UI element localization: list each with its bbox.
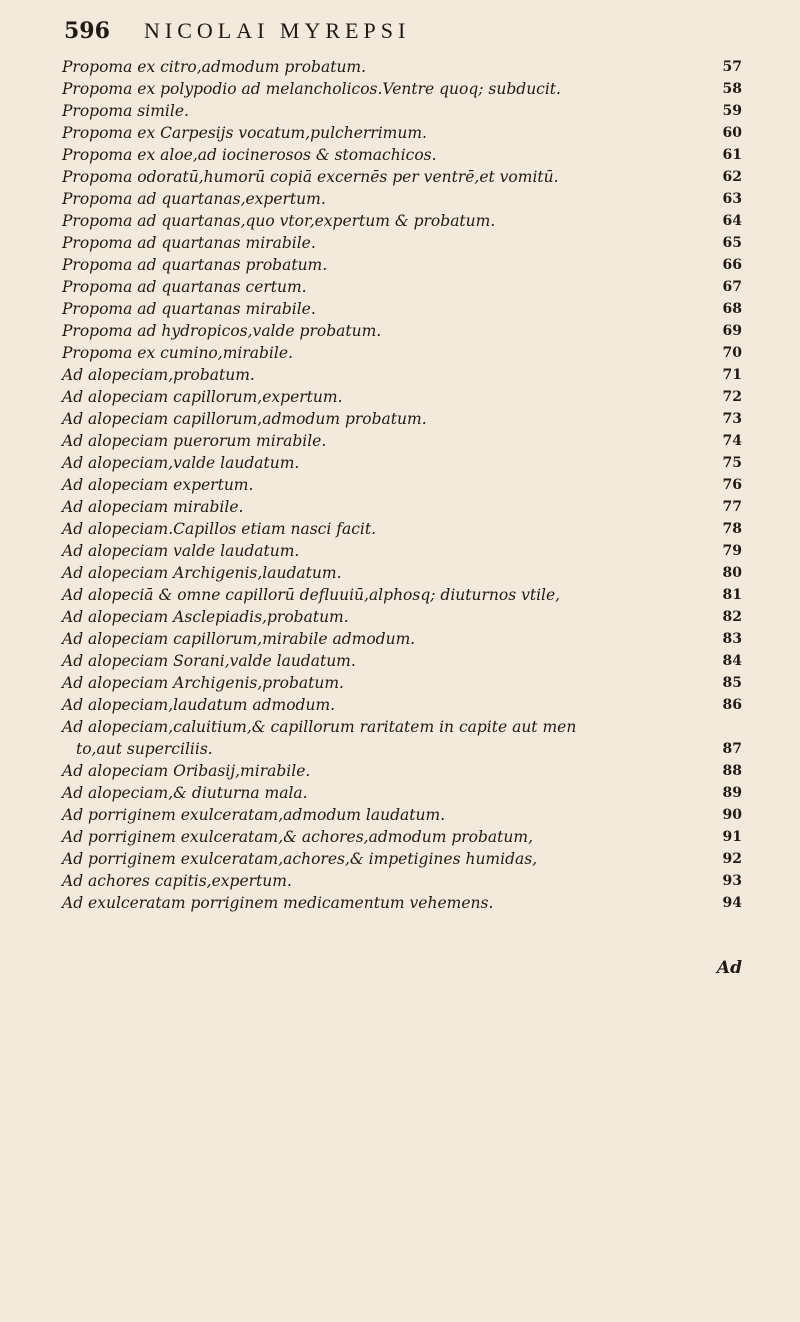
entry-number: 73 [722,411,742,427]
entry-number: 93 [722,873,742,889]
entry-number: 89 [722,785,742,801]
index-entry [62,870,742,892]
index-entry [62,694,742,716]
recipe-index-list [62,56,742,914]
entry-number: 66 [722,257,742,273]
entry-number: 79 [722,543,742,559]
entry-title: Propoma odoratū,humorū copiā excernēs per ventrē,et vomitū. [62,168,559,186]
entry-title: Propoma ad quartanas probatum. [62,256,328,274]
index-entry [62,232,742,254]
index-entry [62,760,742,782]
entry-number: 64 [722,213,742,229]
entry-title: Ad alopeciam capillorum,mirabile admodum. [62,630,416,648]
running-head: NICOLAI MYREPSI [144,18,411,43]
entry-title: Ad porriginem exulceratam,& achores,admodum probatum, [62,828,533,846]
entry-number: 57 [722,59,742,75]
entry-number: 90 [722,807,742,823]
index-entry [62,100,742,122]
entry-title: Ad alopeciam,probatum. [62,366,255,384]
entry-number: 92 [722,851,742,867]
entry-title: Ad alopeciam,& diuturna mala. [62,784,308,802]
entry-title: Propoma ad hydropicos,valde probatum. [62,322,382,340]
entry-number: 83 [722,631,742,647]
entry-title: Propoma ad quartanas mirabile. [62,300,316,318]
index-entry [62,782,742,804]
entry-title: Propoma ad quartanas,quo vtor,expertum & probatum. [62,212,496,230]
index-entry [62,320,742,342]
entry-number: 76 [722,477,742,493]
index-entry [62,166,742,188]
entry-number: 88 [722,763,742,779]
entry-title: Ad porriginem exulceratam,achores,& impetigines humidas, [62,850,538,868]
entry-title: Propoma ad quartanas mirabile. [62,234,316,252]
entry-title: Ad alopeciam Archigenis,laudatum. [62,564,342,582]
index-entry [62,342,742,364]
entry-number: 80 [722,565,742,581]
index-entry [62,892,742,914]
index-entry [62,144,742,166]
entry-title: Ad alopeciam.Capillos etiam nasci facit. [62,520,377,538]
entry-number: 77 [722,499,742,515]
entry-title: Propoma ex cumino,mirabile. [62,344,293,362]
entry-title: Propoma ad quartanas,expertum. [62,190,326,208]
index-entry [62,628,742,650]
entry-number: 63 [722,191,742,207]
entry-title: Ad alopeciam expertum. [62,476,254,494]
entry-title: Ad alopeciam capillorum,admodum probatum. [62,410,427,428]
entry-title: Propoma simile. [62,102,189,120]
entry-title: Propoma ex aloe,ad iocinerosos & stomachicos. [62,146,437,164]
entry-title: Ad alopeciā & omne capillorū defluuiū,alphosq; diuturnos vtile, [62,586,561,604]
index-entry [62,518,742,540]
index-entry [62,276,742,298]
entry-number: 62 [722,169,742,185]
index-entry [62,56,742,78]
index-entry [62,562,742,584]
index-entry [62,386,742,408]
entry-title-continuation: to,aut superciliis. [76,740,213,758]
index-entry [62,606,742,628]
page-number: 596 [64,18,110,44]
catchword: Ad [716,958,742,978]
entry-title: Ad exulceratam porriginem medicamentum vehemens. [62,894,494,912]
entry-title: Ad alopeciam Archigenis,probatum. [62,674,344,692]
entry-title: Ad alopeciam,caluitium,& capillorum raritatem in capite aut men [62,718,577,736]
entry-title: Ad alopeciam Oribasij,mirabile. [62,762,311,780]
entry-number: 94 [722,895,742,911]
index-entry [62,364,742,386]
index-entry [62,408,742,430]
entry-number: 61 [722,147,742,163]
entry-title: Ad alopeciam capillorum,expertum. [62,388,343,406]
index-entry [62,650,742,672]
entry-number: 59 [722,103,742,119]
entry-title: Propoma ex Carpesijs vocatum,pulcherrimum. [62,124,427,142]
entry-number: 78 [722,521,742,537]
entry-number: 85 [722,675,742,691]
entry-title: Ad porriginem exulceratam,admodum laudatum. [62,806,446,824]
entry-title: Propoma ad quartanas certum. [62,278,307,296]
index-entry [62,804,742,826]
entry-number: 72 [722,389,742,405]
entry-title: Ad alopeciam Asclepiadis,probatum. [62,608,349,626]
entry-title: Ad achores capitis,expertum. [62,872,292,890]
entry-number: 67 [722,279,742,295]
entry-title: Ad alopeciam,valde laudatum. [62,454,300,472]
entry-number: 70 [722,345,742,361]
entry-number: 87 [722,741,742,757]
index-entry [62,210,742,232]
index-entry [62,848,742,870]
index-entry [62,584,742,606]
entry-number: 65 [722,235,742,251]
index-entry [62,188,742,210]
entry-number: 84 [722,653,742,669]
entry-number: 69 [722,323,742,339]
index-entry [62,298,742,320]
index-entry [62,540,742,562]
entry-number: 74 [722,433,742,449]
index-entry [62,430,742,452]
index-entry [62,474,742,496]
index-entry [62,122,742,144]
entry-number: 91 [722,829,742,845]
index-entry [62,672,742,694]
entry-number: 71 [722,367,742,383]
entry-number: 68 [722,301,742,317]
index-entry [62,716,742,760]
entry-title: Ad alopeciam valde laudatum. [62,542,300,560]
entry-title: Ad alopeciam mirabile. [62,498,244,516]
entry-number: 81 [722,587,742,603]
entry-number: 60 [722,125,742,141]
index-entry [62,826,742,848]
entry-number: 58 [722,81,742,97]
entry-title: Ad alopeciam puerorum mirabile. [62,432,327,450]
entry-title: Ad alopeciam Sorani,valde laudatum. [62,652,356,670]
index-entry [62,496,742,518]
entry-title: Ad alopeciam,laudatum admodum. [62,696,336,714]
entry-number: 82 [722,609,742,625]
entry-title: Propoma ex citro,admodum probatum. [62,58,367,76]
index-entry [62,78,742,100]
index-entry [62,254,742,276]
index-entry [62,452,742,474]
entry-title: Propoma ex polypodio ad melancholicos.Ventre quoq; subducit. [62,80,561,98]
page-header [64,18,744,52]
entry-number: 86 [722,697,742,713]
entry-number: 75 [722,455,742,471]
